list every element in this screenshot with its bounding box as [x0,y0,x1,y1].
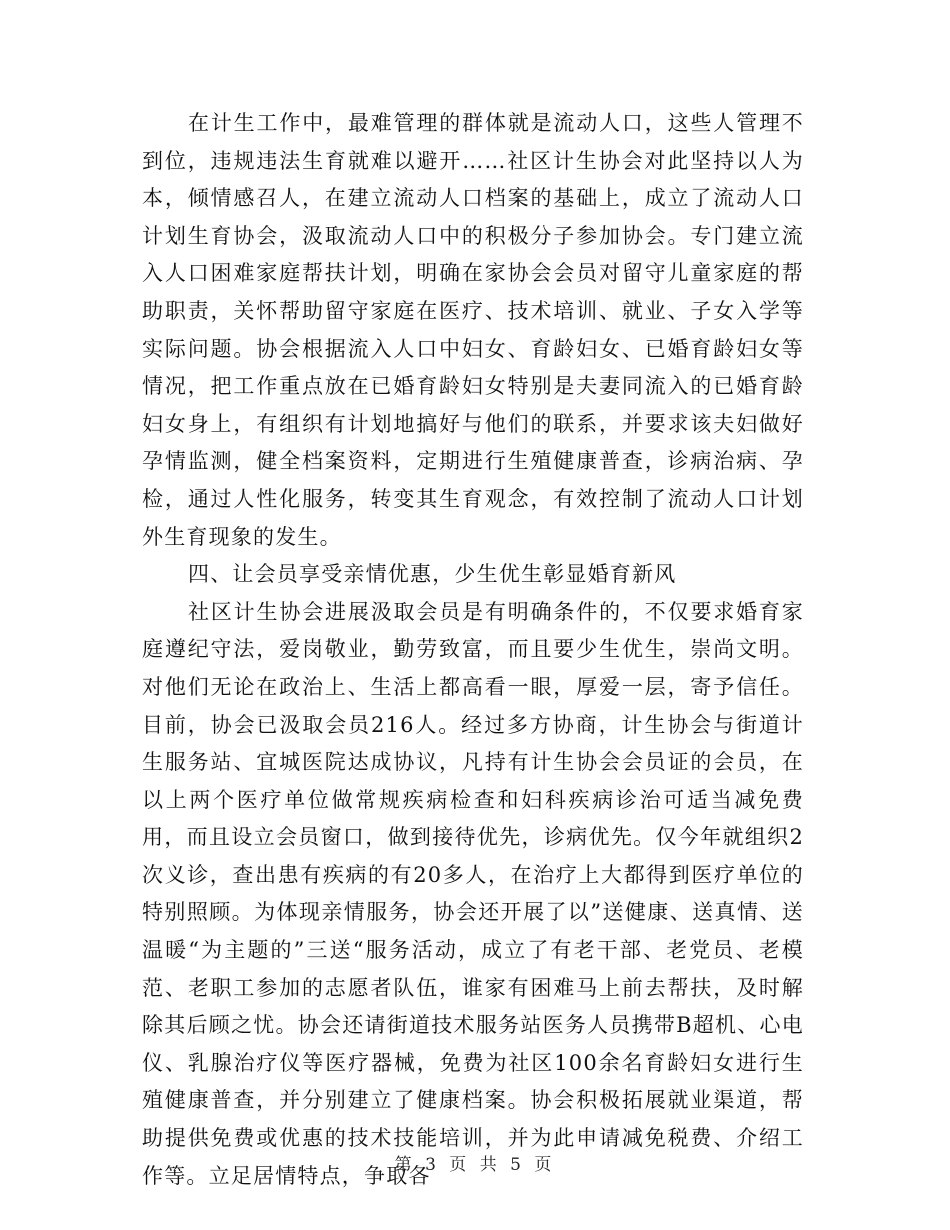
page-number-footer: 第 3 页 共 5 页 [394,1155,556,1175]
paragraph-floating-population: 在计生工作中，最难管理的群体就是流动人口，这些人管理不到位，违规违法生育就难以避开……社区计生协会对此坚持以人为本，倾情感召人，在建立流动人口档案的基础上，成立了流动人口计划生育协会，汲取流动人口中的积极分子参加协会。专门建立流入人口困难家庭帮扶计划，明确在家协会会员对留守儿童家庭的帮助职责，关怀帮助留守家庭在医疗、技术培训、就业、子女入学等实际问题。协会根据流入人口中妇女、育龄妇女、已婚育龄妇女等情况，把工作重点放在已婚育龄妇女特别是夫妻同流入的已婚育龄妇女身上，有组织有计划地搞好与他们的联系，并要求该夫妇做好孕情监测，健全档案资料，定期进行生殖健康普查，诊病治病、孕检，通过人性化服务，转变其生育观念，有效控制了流动人口计划外生育现象的发生。 [142,111,804,549]
paragraph-member-benefits: 社区计生协会进展汲取会员是有明确条件的，不仅要求婚育家庭遵纪守法，爱岗敬业，勤劳致富，而且要少生优生，崇尚文明。对他们无论在政治上、生活上都高看一眼，厚爱一层，寄予信任。目前，协会已汲取会员216人。经过多方协商，计生协会与街道计生服务站、宜城医院达成协议，凡持有计生协会会员证的会员，在以上两个医疗单位做常规疾病检查和妇科疾病诊治可适当减免费用，而且设立会员窗口，做到接待优先，诊病优先。仅今年就组织2次义诊，查出患有疾病的有20多人，在治疗上大都得到医疗单位的特别照顾。为体现亲情服务，协会还开展了以”送健康、送真情、送温暖“为主题的”三送“服务活动，成立了有老干部、老党员、老模范、老职工参加的志愿者队伍，谁家有困难马上前去帮扶，及时解除其后顾之忧。协会还请街道技术服务站医务人员携带B超机、心电仪、乳腺治疗仪等医疗器械，免费为社区100余名育龄妇女进行生殖健康普查，并分别建立了健康档案。协会积极拓展就业渠道，帮助提供免费或优惠的技术技能培训，并为此申请减免税费、介绍工作等。立足居情特点，争取各 [142,599,804,1188]
section-heading-member-benefits: 四、让会员享受亲情优惠，少生优生彰显婚育新风 [188,562,677,587]
document-body [142,105,804,1195]
